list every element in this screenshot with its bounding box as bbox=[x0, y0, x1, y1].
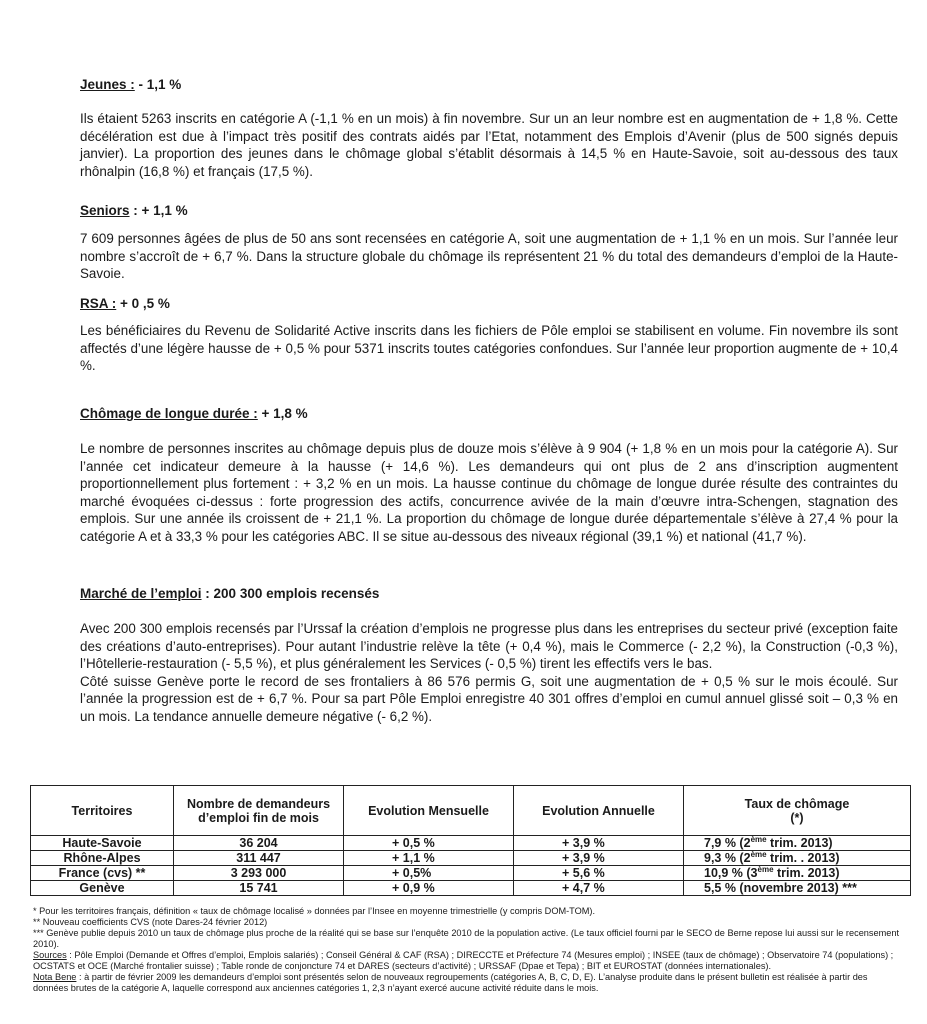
table-row bbox=[31, 836, 911, 851]
cell-nombre: 311 447 bbox=[174, 851, 344, 866]
table-row bbox=[31, 851, 911, 866]
cell-mensuelle: + 0,5 % bbox=[344, 836, 514, 851]
cell-territoire: Haute-Savoie bbox=[31, 836, 174, 851]
cell-annuelle: + 3,9 % bbox=[514, 836, 684, 851]
footnotes bbox=[33, 906, 903, 994]
table-row bbox=[31, 881, 911, 896]
paragraph: Avec 200 300 emplois recensés par l’Urssaf la création d’emplois ne progresse plus dans les entreprises du secteur privé (exception faite des créations d’auto-entreprises). Pour autant l’industrie relève la tête (+ 0,4 %), mais le Commerce (- 2,2 %), la Construction (-0,3 %), l’Hôtellerie-restauration (- 5,5 %), et plus généralement les Services (- 0,5 %) tirent les effectifs vers le bas. bbox=[80, 621, 898, 672]
header-taux bbox=[684, 786, 911, 836]
section-longue-duree bbox=[80, 405, 898, 422]
section-longue-duree-text bbox=[80, 440, 898, 546]
taux-period: trim. . 2013) bbox=[766, 851, 840, 865]
section-heading bbox=[80, 405, 898, 422]
cell-mensuelle: + 1,1 % bbox=[344, 851, 514, 866]
statistics-table-wrapper bbox=[30, 785, 910, 896]
paragraph: Les bénéficiaires du Revenu de Solidarité Active inscrits dans les fichiers de Pôle emploi se stabilisent en volume. Fin novembre ils sont affectés d’une légère hausse de + 0,5 % pour 5371 inscrits toutes catégories confondues. Sur l’année leur proportion augmente de + 10,4 %. bbox=[80, 323, 898, 374]
header-mensuelle: Evolution Mensuelle bbox=[344, 786, 514, 836]
footnote: ** Nouveau coefficients CVS (note Dares-24 février 2012) bbox=[33, 917, 268, 927]
footnote: *** Genève publie depuis 2010 un taux de chômage plus proche de la réalité qui se base sur l’enquête 2010 de la population active. (Le taux officiel fourni par le SECO de Berne repose lui aussi sur le recensement 2010). bbox=[33, 928, 900, 949]
taux-sup: ème bbox=[757, 864, 774, 874]
taux-period: trim. 2013) bbox=[766, 836, 833, 850]
heading-value: : + 1,1 % bbox=[129, 203, 188, 218]
paragraph: Côté suisse Genève porte le record de ses frontaliers à 86 576 permis G, soit une augmentation de + 0,5 % sur le mois écoulé. Sur l’année la progression est de + 6,7 %. Pour sa part Pôle Emploi enregistre 40 301 offres d’emploi en cumul annuel glissé soit – 0,3 % en un mois. La tendance annuelle demeure négative (- 6,2 %). bbox=[80, 673, 898, 724]
header-annuelle: Evolution Annuelle bbox=[514, 786, 684, 836]
taux-main: 10,9 % (3 bbox=[704, 866, 758, 880]
cell-annuelle: + 4,7 % bbox=[514, 881, 684, 896]
cell-territoire: Rhône-Alpes bbox=[31, 851, 174, 866]
cell-nombre: 15 741 bbox=[174, 881, 344, 896]
taux-sup: ème bbox=[750, 849, 767, 859]
cell-nombre: 3 293 000 bbox=[174, 866, 344, 881]
section-jeunes bbox=[80, 76, 898, 93]
section-jeunes-text bbox=[80, 110, 898, 180]
footnote-sources bbox=[33, 950, 903, 972]
sources-text: : Pôle Emploi (Demande et Offres d’emploi, Emplois salariés) ; Conseil Général & CAF (RSA) ; DIRECCTE et Préfecture 74 (Mesures emploi) ; INSEE (taux de chômage) ; Observatoire 74 (populations) ; OCSTATS et OCE (Marché frontalier suisse) ; Table ronde de conjoncture 74 et DARES (secteurs d’activité) ; URSSAF (Dpae et Tepa) ; BIT et EUROSTAT (données internationales). bbox=[33, 950, 894, 971]
footnote-nota-bene bbox=[33, 972, 903, 994]
taux-main: 7,9 % (2 bbox=[704, 836, 751, 850]
section-rsa-text bbox=[80, 322, 898, 375]
heading-title: Chômage de longue durée : bbox=[80, 406, 258, 421]
cell-territoire: France (cvs) ** bbox=[31, 866, 174, 881]
heading-title: Marché de l’emploi bbox=[80, 586, 202, 601]
cell-taux bbox=[684, 836, 911, 851]
statistics-table bbox=[30, 785, 911, 896]
taux-main: 5,5 % (novembre 2013) *** bbox=[704, 881, 857, 895]
nota-bene-label: Nota Bene bbox=[33, 972, 77, 982]
cell-territoire: Genève bbox=[31, 881, 174, 896]
paragraph: Ils étaient 5263 inscrits en catégorie A (-1,1 % en un mois) à fin novembre. Sur un an leur nombre est en augmentation de + 1,8 %. Cette décélération est due à l’impact très positif des contrats aidés par l’Etat, notamment des Emplois d’Avenir (plus de 500 signés depuis janvier). La proportion des jeunes dans le chômage global s’établit désormais à 14,5 % en Haute-Savoie, soit au-dessous des taux rhônalpin (16,8 %) et français (17,5 %). bbox=[80, 111, 898, 179]
nota-bene-text: : à partir de février 2009 les demandeurs d’emploi sont présentés selon de nouveaux regroupements (catégories A, B, C, D, E). L’analyse produite dans le présent bulletin est réalisée à partir des données brutes de la catégorie A, laquelle correspond aux anciennes catégories 1, 2,3 n’ayant exercé aucune activité réduite dans le mois. bbox=[33, 972, 868, 993]
header-territoires: Territoires bbox=[31, 786, 174, 836]
heading-title: Seniors bbox=[80, 203, 130, 218]
table-header-row bbox=[31, 786, 911, 836]
header-taux-label: Taux de chômage bbox=[744, 796, 850, 811]
sources-label: Sources bbox=[33, 950, 67, 960]
paragraph: Le nombre de personnes inscrites au chômage depuis plus de douze mois s’élève à 9 904 (+ 1,8 % en un mois pour la catégorie A). Sur l’année cet indicateur demeure à la hausse (+ 14,6 %). Les demandeurs qui ont plus de 2 ans d’inscription augmentent proportionnellement plus fortement : + 3,2 % en un mois. La hausse continue du chômage de longue durée résulte des contraintes du marché évoquées ci-dessus : forte progression des actifs, concurrence avivée de la main d’œuvre intra-Schengen, stagnation des emplois. Sur une année ils croissent de + 21,1 %. La proportion du chômage de longue durée départementale s’élève à 27,4 % pour la catégorie A et à 33,3 % pour les catégories ABC. Il se situe au-dessous des niveaux régional (39,1 %) et national (41,7 %). bbox=[80, 441, 898, 544]
header-taux-note: (*) bbox=[790, 810, 804, 825]
heading-title: Jeunes : bbox=[80, 77, 135, 92]
heading-title: RSA : bbox=[80, 296, 117, 311]
section-marche bbox=[80, 585, 898, 602]
section-rsa bbox=[80, 295, 898, 312]
cell-nombre: 36 204 bbox=[174, 836, 344, 851]
cell-annuelle: + 3,9 % bbox=[514, 851, 684, 866]
cell-taux bbox=[684, 866, 911, 881]
footnote: * Pour les territoires français, définition « taux de chômage localisé » données par l’Insee en moyenne trimestrielle (y compris DOM-TOM). bbox=[33, 906, 596, 916]
section-heading bbox=[80, 295, 898, 312]
taux-main: 9,3 % (2 bbox=[704, 851, 751, 865]
cell-annuelle: + 5,6 % bbox=[514, 866, 684, 881]
section-heading bbox=[80, 585, 898, 602]
cell-taux bbox=[684, 881, 911, 896]
heading-value: + 1,8 % bbox=[257, 406, 308, 421]
section-heading bbox=[80, 202, 898, 219]
heading-value: + 0 ,5 % bbox=[116, 296, 170, 311]
taux-sup: ème bbox=[750, 834, 767, 844]
heading-value: - 1,1 % bbox=[134, 77, 182, 92]
header-nombre: Nombre de demandeurs d’emploi fin de mois bbox=[174, 786, 344, 836]
table-row bbox=[31, 866, 911, 881]
section-seniors-text bbox=[80, 230, 898, 283]
cell-mensuelle: + 0,5% bbox=[344, 866, 514, 881]
paragraph: 7 609 personnes âgées de plus de 50 ans sont recensées en catégorie A, soit une augmentation de + 1,1 % en un mois. Sur l’année leur nombre s’accroît de + 6,7 %. Dans la structure globale du chômage ils représentent 21 % du total des demandeurs d’emploi de la Haute-Savoie. bbox=[80, 231, 898, 282]
cell-mensuelle: + 0,9 % bbox=[344, 881, 514, 896]
cell-taux bbox=[684, 851, 911, 866]
heading-value: : 200 300 emplois recensés bbox=[201, 586, 380, 601]
section-seniors bbox=[80, 202, 898, 219]
taux-period: trim. 2013) bbox=[773, 866, 840, 880]
section-heading bbox=[80, 76, 898, 93]
section-marche-text bbox=[80, 620, 898, 726]
